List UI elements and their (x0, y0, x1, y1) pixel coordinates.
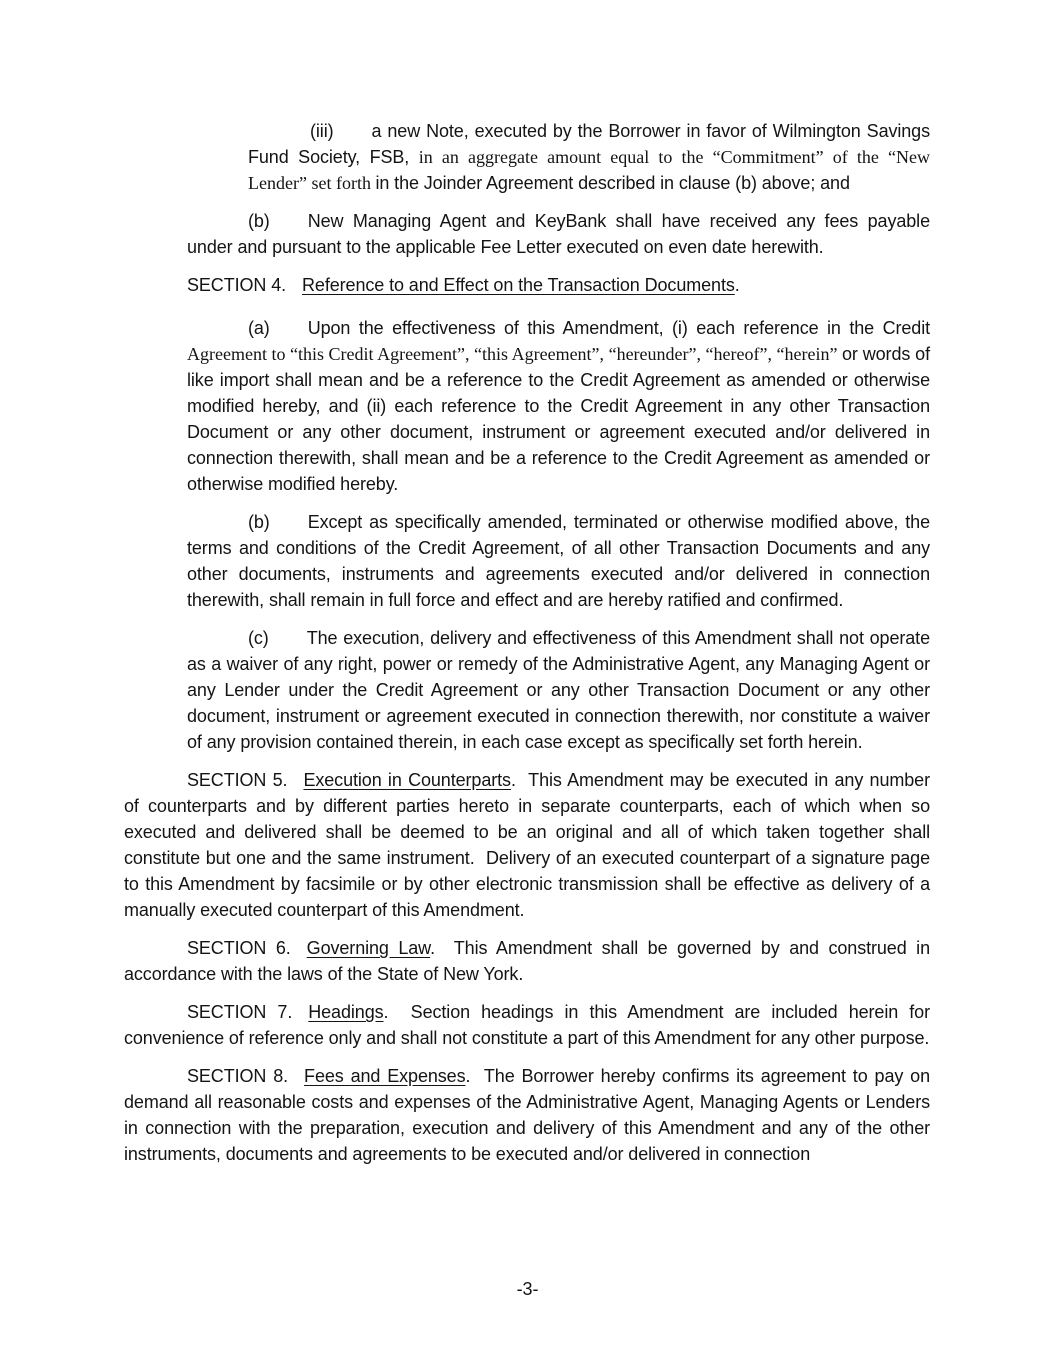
page-number: -3- (516, 1279, 539, 1299)
text-run: SECTION 4. (187, 275, 287, 295)
text-run: (iii) (310, 121, 334, 141)
text-run: . (734, 275, 740, 295)
text-run: . This Amendment may be executed in any number of counterparts and by different parties hereto in separate counterparts, each of which when so executed and delivered shall be deemed to be an original and all of which taken together shall constitute but one and the same instrument. Delivery of an executed counterpart of a signature page to this Amendment by facsimile or by other electronic transmission shall be effective as delivery of a manually executed counterpart of this Amendment. (124, 770, 930, 920)
clause-iii-new-note (248, 118, 930, 196)
text-run: Headings (308, 1002, 384, 1022)
text-run: in the Joinder Agreement described in clause (b) above; and (375, 173, 850, 193)
text-run: (b) (248, 211, 270, 231)
section-4-heading (187, 272, 930, 298)
text-run: . The Borrower hereby confirms its agreement to pay on demand all reasonable costs and expenses of the Administrative Agent, Managing Agents or Lenders in connection with the preparation, execution and delivery of this Amendment and any of the other instruments, documents and agreements to be executed and/or delivered in connection (124, 1066, 930, 1164)
text-run: Agreement to “this Credit Agreement”, “this Agreement”, “hereunder”, “hereof”, “herein” (187, 344, 842, 364)
section-8-fees-and-expenses (124, 1063, 930, 1167)
clause-b-fees-payable (187, 208, 930, 260)
section-4b (187, 509, 930, 613)
text-run: Except as specifically amended, terminated or otherwise modified above, the terms and conditions of the Credit Agreement, of all other Transaction Documents and any other documents, instruments and agreements executed and/or delivered in connection therewith, shall remain in full force and effect and are hereby ratified and confirmed. (187, 512, 930, 610)
text-run: New Managing Agent and KeyBank shall have received any fees payable under and pursuant to the applicable Fee Letter executed on even date herewith. (187, 211, 930, 257)
text-run: Governing Law (306, 938, 431, 958)
section-6-governing-law (124, 935, 930, 987)
text-run: Fees and Expenses (304, 1066, 466, 1086)
text-run: . This Amendment shall be governed by and construed in accordance with the laws of the State of New York. (124, 938, 930, 984)
text-run: . Section headings in this Amendment are included herein for convenience of reference only and shall not constitute a part of this Amendment for any other purpose. (124, 1002, 930, 1048)
text-run: SECTION 8. (187, 1066, 289, 1086)
text-run: Execution in Counterparts (303, 770, 511, 790)
text-run: (b) (248, 512, 270, 532)
text-run: or words of like import shall mean and be a reference to the Credit Agreement as amended or otherwise modified hereby, and (ii) each reference to the Credit Agreement in any other Transaction Document or any other document, instrument or agreement executed and/or delivered in connection therewith, shall mean and be a reference to the Credit Agreement as amended or otherwise modified hereby. (187, 344, 930, 494)
text-run: (c) (248, 628, 269, 648)
text-run: a new Note, executed by the Borrower in favor of Wilmington Savings Fund Society, FSB, (248, 121, 930, 167)
text-run: Reference to and Effect on the Transaction Documents (302, 275, 735, 295)
text-run: The execution, delivery and effectiveness of this Amendment shall not operate as a waiver of any right, power or remedy of the Administrative Agent, any Managing Agent or any Lender under the Credit Agreement or any other Transaction Document or any other document, instrument or agreement executed in connection therewith, nor constitute a waiver of any provision contained therein, in each case except as specifically set forth herein. (187, 628, 930, 752)
text-run: Upon the effectiveness of this Amendment, (i) each reference in the Credit (307, 318, 930, 338)
section-4c (187, 625, 930, 755)
section-7-headings (124, 999, 930, 1051)
text-run: SECTION 6. (187, 938, 291, 958)
text-run: SECTION 7. (187, 1002, 293, 1022)
text-run: (a) (248, 318, 270, 338)
document-page (124, 118, 930, 1179)
section-4a (187, 315, 930, 497)
text-run: SECTION 5. (187, 770, 288, 790)
text-run: in an aggregate amount equal to the “Commitment” of the “New Lender” set forth (248, 147, 930, 193)
section-5-execution-in-counterparts (124, 767, 930, 923)
